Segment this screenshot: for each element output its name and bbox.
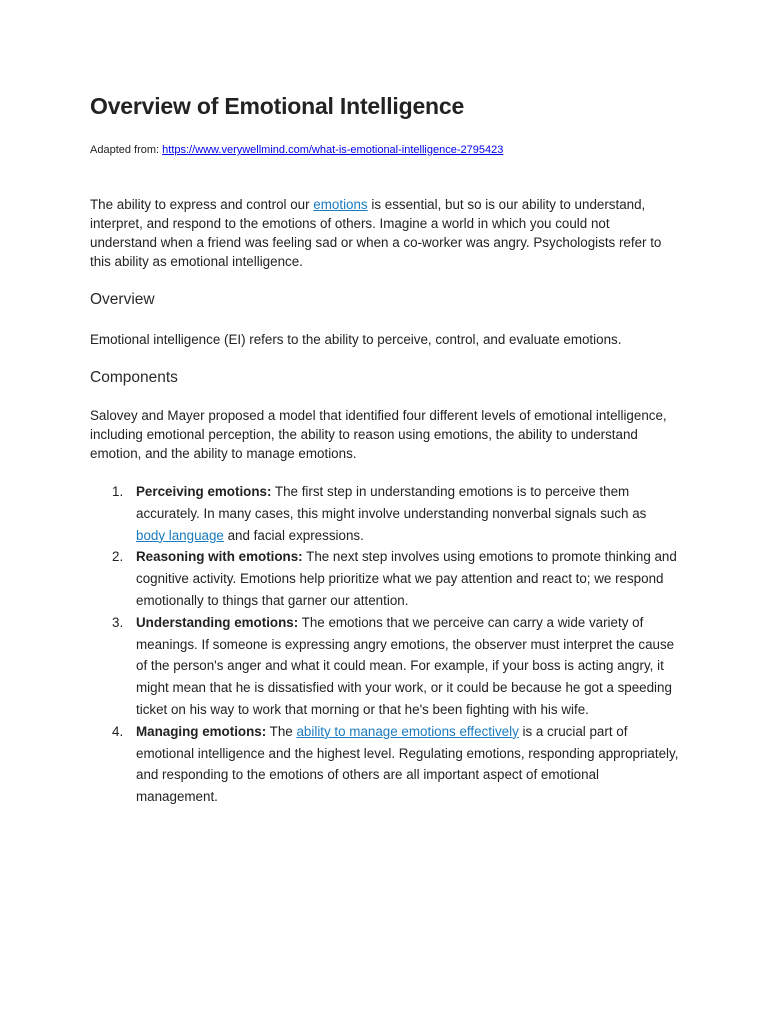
emotional-levels-list <box>90 481 680 808</box>
list-number: 4. <box>112 723 124 739</box>
list-text: The first step in understanding emotions is to perceive them accurately. In many cases, this might involve understanding nonverbal signals such as <box>136 484 647 521</box>
list-text: and facial expressions. <box>223 527 364 543</box>
overview-heading: Overview <box>90 291 155 308</box>
list-item <box>90 481 648 546</box>
intro-text-start: The ability to express and control our <box>90 197 314 212</box>
list-term: Managing emotions: <box>136 723 267 739</box>
list-text: The emotions that we perceive can carry a wide variety of meanings. If someone is expressing angry emotions, the observer must interpret the cause of the person's anger and what it could mean. For example, if your boss is acting angry, it might mean that he is dissatisfied with your work, or it could be because he got a speeding ticket on his way to work that morning or that he's been fighting with his wife. <box>136 614 675 717</box>
intro-text-end: is essential, but so is our ability to understand, interpret, and respond to the emotions of others. Imagine a world in which you could not understand when a friend was feeling sad or when a co-worker was angry. Psychologists refer to this ability as emotional intelligence. <box>90 197 662 269</box>
page-title: Overview of Emotional Intelligence <box>90 93 465 119</box>
list-number: 1. <box>112 484 124 499</box>
source-label: Adapted from: <box>90 144 163 156</box>
list-text: The <box>266 723 297 739</box>
list-item <box>90 721 680 808</box>
components-paragraph: Salovey and Mayer proposed a model that identified four different levels of emotional intelligence, including emotional perception, the ability to reason using emotions, the ability to understand emotion, and the ability to manage emotions. <box>90 408 667 461</box>
list-item <box>90 612 680 721</box>
manage-emotions-link[interactable]: ability to manage emotions effectively <box>296 723 519 739</box>
body-language-link[interactable]: body language <box>136 527 224 543</box>
list-term: Perceiving emotions: <box>136 484 272 499</box>
list-text: is a crucial part of emotional intelligence and the highest level. Regulating emotions, responding appropriately, and responding to the emotions of others are all important aspect of emotional management. <box>136 723 679 805</box>
list-item <box>90 546 680 611</box>
list-term: Understanding emotions: <box>136 614 299 630</box>
emotions-link[interactable]: emotions <box>313 197 368 212</box>
intro-paragraph <box>90 195 680 271</box>
source-attribution <box>90 144 503 156</box>
list-number: 2. <box>112 549 124 565</box>
source-link[interactable]: https://www.verywellmind.com/what-is-emotional-intelligence-2795423 <box>162 144 504 156</box>
list-text: The next step involves using emotions to promote thinking and cognitive activity. Emotions help prioritize what we pay attention and react to; we respond emotionally to things that garner our attention. <box>136 549 677 608</box>
list-number: 3. <box>112 614 124 630</box>
components-heading: Components <box>90 369 178 386</box>
overview-paragraph: Emotional intelligence (EI) refers to the ability to perceive, control, and evaluate emotions. <box>90 332 622 347</box>
list-term: Reasoning with emotions: <box>136 549 303 565</box>
